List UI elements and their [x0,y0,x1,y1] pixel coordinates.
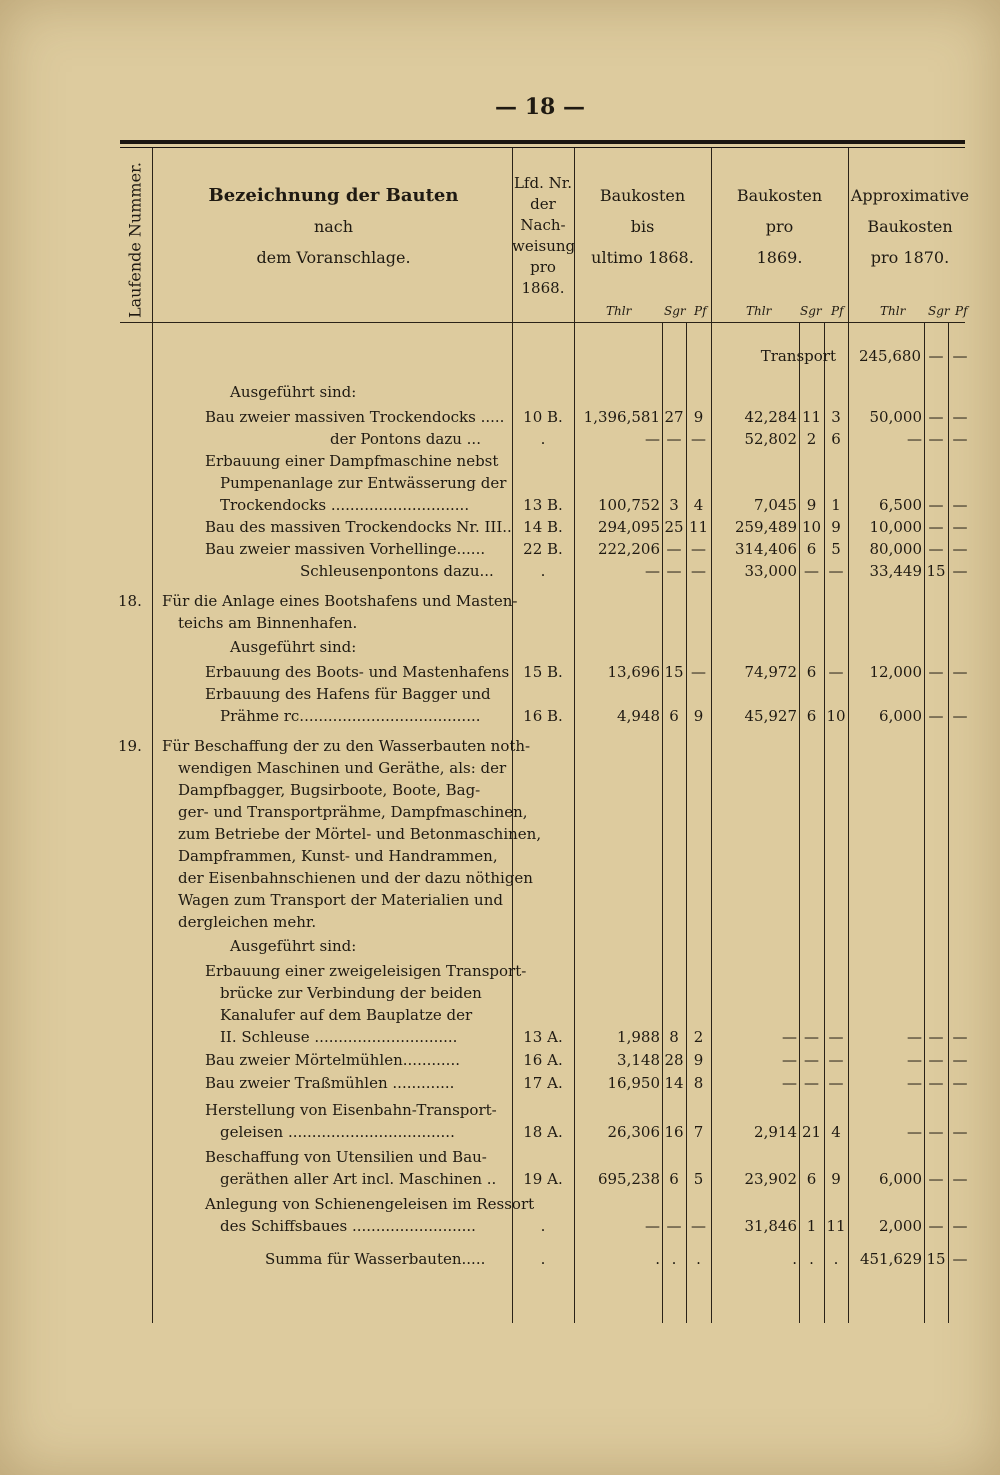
cell-sgr: 8 [669,1028,679,1046]
row-description: Dampfbagger, Bugsirboote, Boote, Bag- [178,781,481,799]
cell-sgr: 6 [806,663,817,681]
cell-thlr: 6,000 [879,1170,922,1188]
cell-sgr: . [671,1250,677,1268]
unit-thlr-1: Thlr [606,304,632,318]
row-description: Für Beschaffung der zu den Wasserbauten noth- [162,737,531,755]
cell-pf: . [833,1250,839,1268]
cell-sgr: 6 [806,1170,817,1188]
cell-pf: — [952,707,968,725]
unit-pf-1: Pf [694,304,707,318]
cell-pf: — [952,663,968,681]
cell-thlr: 23,902 [744,1170,797,1188]
cell-sgr: — [804,1051,819,1069]
unit-pf-3: Pf [955,304,968,318]
cell-thlr: 16,950 [607,1074,660,1092]
cell-pf: 8 [693,1074,704,1092]
row-description: der Eisenbahnschienen und der dazu nöthigen [178,869,533,887]
row-description: II. Schleuse .............................. [220,1028,458,1046]
cell-thlr: 100,752 [597,496,660,514]
cell-thlr: 12,000 [869,663,922,681]
cell-sgr: — [666,562,682,580]
cell-sgr: 28 [664,1051,684,1069]
cell-thlr: 42,284 [744,408,797,426]
cell-pf: 9 [693,707,704,725]
cell-thlr: 26,306 [607,1123,660,1141]
cell-thlr: 80,000 [869,540,922,558]
row-description: Anlegung von Schienengeleisen im Ressort [205,1195,535,1213]
cell-sgr: — [928,1123,944,1141]
cell-pf: 5 [693,1170,704,1188]
row-description: geräthen aller Art incl. Maschinen .. [220,1170,497,1188]
cell-sgr: 15 [664,663,684,681]
cell-pf: 2 [693,1028,704,1046]
transport-label: Transport [760,347,836,365]
cell-pf: — [952,518,968,536]
row-description: brücke zur Verbindung der beiden [220,984,482,1002]
header-bottom-rule [120,322,965,323]
cell-sgr: 6 [669,707,679,725]
header-bezeichnung-line3: dem Voranschlage. [256,248,411,267]
transport-sgr: — [928,347,944,365]
cell-pf: — [828,562,844,580]
cell-sgr: 3 [669,496,679,514]
cell-thlr: 222,206 [597,540,660,558]
row-description: Ausgeführt sind: [230,383,357,401]
cell-pf: 11 [688,518,709,536]
row-description: Bau des massiven Trockendocks Nr. III.. [205,518,512,536]
cell-sgr: — [804,562,819,580]
cell-pf: — [952,1028,968,1046]
row-ref: 13 B. [523,496,563,514]
row-description: Dampframmen, Kunst- und Handrammen, [178,847,498,865]
cell-thlr: 314,406 [734,540,797,558]
cell-pf: — [691,540,706,558]
cell-thlr: 695,238 [597,1170,660,1188]
row-description: Wagen zum Transport der Materialien und [178,891,503,909]
row-description: Prähme rc...................................... [220,707,481,725]
cell-pf: 4 [831,1123,841,1141]
col-rule [574,148,575,1323]
row-ref: 19 A. [523,1170,563,1188]
cell-sgr: — [928,1217,944,1235]
cell-pf: — [952,1123,968,1141]
unit-sgr-3: Sgr [928,304,950,318]
cell-thlr: 451,629 [859,1250,922,1268]
cell-pf: — [691,1217,706,1235]
row-ref: . [540,430,546,448]
cell-pf: — [691,663,706,681]
row-ref: 15 B. [523,663,563,681]
cell-thlr: 10,000 [869,518,922,536]
cell-sgr: 10 [801,518,822,536]
transport-thlr: 245,680 [858,347,921,365]
row-description: der Pontons dazu ... [330,430,481,448]
cell-sgr: — [928,663,944,681]
cell-sgr: 6 [806,707,817,725]
unit-sgr-1: Sgr [664,304,686,318]
cell-pf: — [952,1170,968,1188]
row-ref: 16 B. [523,707,563,725]
row-description: wendigen Maschinen und Geräthe, als: der [178,759,507,777]
top-rule-thin [120,147,965,148]
cell-sgr: 9 [806,496,817,514]
row-description: Erbauung einer Dampfmaschine nebst [205,452,499,470]
row-ref: 16 A. [523,1051,563,1069]
cell-pf: — [952,562,968,580]
cell-pf: 9 [693,1051,704,1069]
cell-thlr: — [907,1123,922,1141]
cell-thlr: — [782,1028,797,1046]
cell-sgr: — [804,1028,819,1046]
cell-sgr: 6 [669,1170,679,1188]
cell-thlr: — [907,1051,922,1069]
header-bezeichnung-title: Bezeichnung der Bauten [208,185,459,206]
top-rule-thick [120,140,965,144]
cell-sgr: — [928,707,944,725]
cell-sgr: 2 [806,430,817,448]
cell-sgr: — [928,408,944,426]
page-number: — 18 — [495,94,585,120]
row-description: dergleichen mehr. [178,913,317,931]
row-description: Kanalufer auf dem Bauplatze der [220,1006,473,1024]
cell-sgr: 14 [664,1074,684,1092]
cell-pf: — [691,562,706,580]
cell-sgr: 25 [664,518,684,536]
cell-thlr: — [645,562,660,580]
transport-pf: — [952,347,968,365]
cell-thlr: 3,148 [617,1051,660,1069]
cell-pf: — [828,663,844,681]
cell-sgr: 15 [926,562,946,580]
cell-thlr: 7,045 [754,496,797,514]
cell-pf: — [952,1074,968,1092]
row-description: Bau zweier massiven Vorhellinge...... [205,540,486,558]
cell-thlr: 6,500 [879,496,922,514]
unit-thlr-2: Thlr [746,304,772,318]
cell-thlr: — [782,1074,797,1092]
row-description: geleisen ................................... [220,1123,455,1141]
cell-pf: 7 [693,1123,704,1141]
header-baukosten-1869: Baukosten pro 1869. [736,186,823,267]
row-description: Für die Anlage eines Bootshafens und Masten- [162,592,518,610]
cell-sgr: — [666,430,682,448]
row-description: Ausgeführt sind: [230,638,357,656]
cell-pf: — [952,1051,968,1069]
row-description: zum Betriebe der Mörtel- und Betonmaschinen, [178,825,542,843]
cell-sgr: — [928,1074,944,1092]
cell-pf: 11 [826,1217,846,1235]
cell-thlr: 33,000 [744,562,797,580]
row-number: 18. [118,592,142,610]
col-rule [711,148,712,1323]
cell-pf: 9 [831,1170,841,1188]
cell-pf: — [828,1051,844,1069]
cell-sgr: — [928,540,944,558]
cell-pf: — [828,1028,844,1046]
header-bezeichnung-line2: nach [313,217,354,236]
row-description: Pumpenanlage zur Entwässerung der [220,474,507,492]
row-description: Bau zweier Traßmühlen ............. [205,1074,455,1092]
cell-sgr: 27 [664,408,684,426]
cell-sgr: 21 [801,1123,822,1141]
cell-thlr: 6,000 [879,707,922,725]
row-number: 19. [118,737,142,755]
cell-thlr: — [645,1217,660,1235]
cell-thlr: — [907,430,922,448]
unit-thlr-3: Thlr [880,304,906,318]
cell-pf: — [828,1074,844,1092]
cell-pf: . [696,1250,701,1268]
row-description: Erbauung einer zweigeleisigen Transport- [205,962,527,980]
cell-sgr: 11 [801,408,822,426]
cell-thlr: 294,095 [597,518,660,536]
row-ref: . [540,1217,546,1235]
cell-pf: 9 [693,408,704,426]
cell-sgr: — [804,1074,819,1092]
row-ref: 22 B. [523,540,563,558]
col-rule [152,148,153,1323]
cell-thlr: 74,972 [744,663,797,681]
cell-sgr: — [928,1170,944,1188]
header-laufende-nummer: Laufende Nummer. [125,161,145,319]
row-ref: . [540,1250,546,1268]
cell-pf: — [952,1250,968,1268]
cell-thlr: . [655,1250,660,1268]
cell-thlr: 31,846 [744,1217,797,1235]
row-ref: 17 A. [523,1074,563,1092]
cell-sgr: 6 [806,540,817,558]
cell-thlr: 259,489 [734,518,797,536]
cell-pf: 4 [693,496,704,514]
row-ref: 10 B. [523,408,563,426]
cell-pf: 6 [831,430,841,448]
cell-sgr: 15 [926,1250,946,1268]
row-description: Ausgeführt sind: [230,937,357,955]
cell-pf: — [952,1217,968,1235]
cell-thlr: 1,988 [617,1028,660,1046]
cell-sgr: — [666,540,682,558]
row-description: des Schiffsbaues .......................... [220,1217,476,1235]
cell-thlr: 33,449 [869,562,922,580]
row-description: Herstellung von Eisenbahn-Transport- [205,1101,497,1119]
row-ref: 18 A. [523,1123,563,1141]
cell-thlr: — [782,1051,797,1069]
cell-sgr: — [928,496,944,514]
cell-pf: 10 [826,707,846,725]
row-description: Erbauung des Hafens für Bagger und [205,685,491,703]
cell-pf: 9 [831,518,841,536]
unit-pf-2: Pf [831,304,844,318]
cell-thlr: 50,000 [869,408,922,426]
cell-thlr: 52,802 [744,430,797,448]
cell-thlr: 2,914 [754,1123,797,1141]
row-description: teichs am Binnenhafen. [178,614,358,632]
row-description: Erbauung des Boots- und Mastenhafens [205,663,510,681]
cell-thlr: — [645,430,660,448]
cell-sgr: 1 [806,1217,817,1235]
cell-thlr: — [907,1074,922,1092]
cell-sgr: — [928,430,944,448]
row-description: ger- und Transportprähme, Dampfmaschinen, [178,803,528,821]
cell-pf: 3 [831,408,841,426]
unit-sgr-2: Sgr [800,304,822,318]
row-description: Schleusenpontons dazu... [300,562,494,580]
cell-pf: 5 [831,540,841,558]
cell-sgr: . [809,1250,814,1268]
row-description: Summa für Wasserbauten..... [265,1250,486,1268]
row-description: Bau zweier Mörtelmühlen............ [205,1051,460,1069]
header-bezeichnung [155,180,512,273]
cell-thlr: 1,396,581 [583,408,660,426]
cell-pf: — [952,496,968,514]
cell-sgr: — [928,518,944,536]
cell-pf: — [952,430,968,448]
cell-sgr: — [666,1217,682,1235]
row-ref: . [540,562,546,580]
cell-thlr: 45,927 [744,707,797,725]
header-baukosten-1870: Approximative Baukosten pro 1870. [850,186,970,267]
header-baukosten-1868: Baukosten bis ultimo 1868. [591,186,694,267]
col-rule [848,148,849,1323]
row-description: Beschaffung von Utensilien und Bau- [205,1148,487,1166]
cell-sgr: — [928,1028,944,1046]
header-lfd-nr: Lfd. Nr. der Nach- weisung pro 1868. [512,174,576,297]
cell-sgr: — [928,1051,944,1069]
row-description: Trockendocks ............................. [220,496,470,514]
cell-pf: 1 [831,496,841,514]
cell-thlr: 2,000 [879,1217,922,1235]
cell-thlr: 4,948 [617,707,660,725]
row-ref: 14 B. [523,518,563,536]
cell-sgr: 16 [664,1123,684,1141]
row-ref: 13 A. [523,1028,563,1046]
row-description: Bau zweier massiven Trockendocks ..... [205,408,505,426]
cell-pf: — [691,430,706,448]
cell-thlr: 13,696 [607,663,660,681]
cell-thlr: — [907,1028,922,1046]
cell-pf: — [952,408,968,426]
cell-pf: — [952,540,968,558]
cell-thlr: . [792,1250,797,1268]
